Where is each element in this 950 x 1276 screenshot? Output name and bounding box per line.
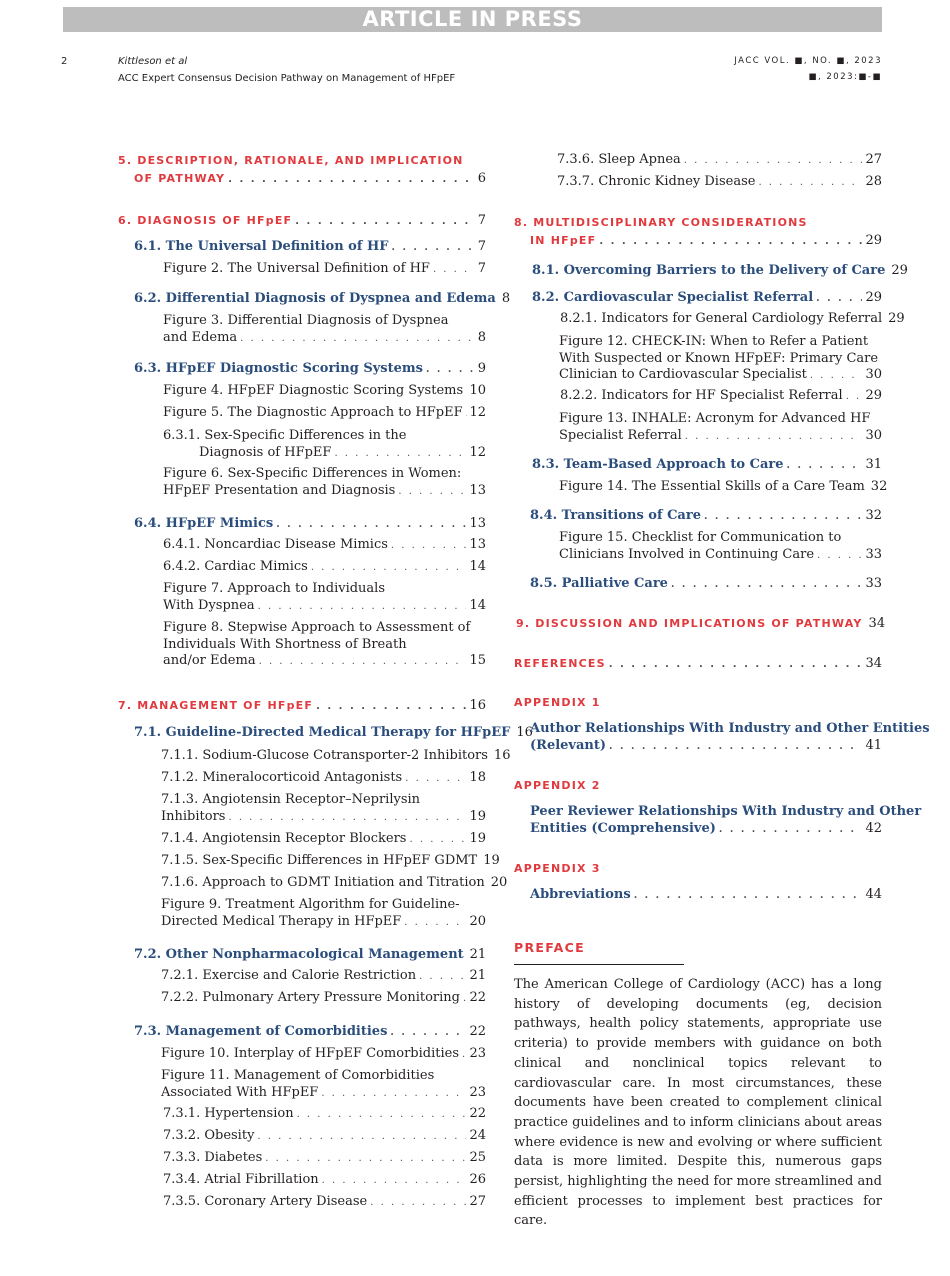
toc-entry-title: 7.3. Management of Comorbidities — [134, 1024, 388, 1039]
toc-section-heading: 8. MULTIDISCIPLINARY CONSIDERATIONS — [514, 216, 808, 229]
toc-entry[interactable] — [134, 946, 486, 964]
toc-entry[interactable] — [163, 405, 486, 423]
toc-entry-title: 7.3.6. Sleep Apnea — [557, 152, 681, 167]
toc-entry-line — [134, 1023, 486, 1041]
dot-leader — [228, 810, 466, 827]
toc-entry[interactable] — [557, 152, 882, 170]
dot-leader — [463, 991, 466, 1008]
page-ref: 23 — [469, 1046, 486, 1061]
toc-entry-title: Clinician to Cardiovascular Specialist — [559, 367, 807, 382]
toc-section-heading: APPENDIX 2 — [514, 779, 601, 792]
issue-citation: ■, 2023:■-■ — [808, 72, 882, 82]
dot-leader — [671, 576, 863, 593]
page-ref: 13 — [469, 516, 486, 531]
toc-entry-title: Figure 12. CHECK-IN: When to Refer a Patient — [559, 334, 869, 349]
toc-entry-line — [559, 428, 882, 446]
toc-entry[interactable] — [163, 559, 486, 577]
page-ref: 33 — [865, 546, 882, 562]
toc-entry[interactable] — [161, 770, 486, 788]
toc-entry-line — [163, 653, 486, 671]
toc-entry-title: Abbreviations — [530, 887, 631, 902]
page-ref: 32 — [870, 479, 888, 494]
toc-entry[interactable] — [532, 456, 882, 474]
toc-entry-line — [514, 655, 882, 674]
dot-leader — [276, 516, 466, 533]
toc-entry-line — [161, 770, 486, 788]
dot-leader — [466, 406, 467, 423]
toc-entry-line — [557, 174, 882, 192]
toc-entry[interactable] — [161, 1046, 486, 1064]
toc-entry[interactable] — [163, 1128, 486, 1146]
page-ref: 9 — [477, 361, 486, 376]
toc-entry-line — [560, 311, 905, 329]
dot-leader — [390, 1024, 466, 1041]
toc-entry-line — [161, 914, 486, 932]
toc-entry-line — [530, 820, 882, 838]
toc-entry-title: Figure 8. Stepwise Approach to Assessment of — [163, 620, 471, 635]
toc-entry-line — [161, 1085, 486, 1103]
dot-leader — [609, 738, 862, 755]
toc-entry-line — [134, 724, 533, 742]
page-ref: 7 — [477, 261, 486, 276]
page-ref: 22 — [469, 990, 486, 1005]
toc-entry-title: 6.3. HFpEF Diagnostic Scoring Systems — [134, 361, 423, 376]
dot-leader — [295, 213, 474, 231]
dot-leader — [409, 832, 466, 849]
page-ref: 22 — [469, 1024, 486, 1039]
toc-entry[interactable] — [163, 261, 486, 279]
toc-entry-title: Diagnosis of HFpEF — [199, 444, 332, 460]
toc-entry-line — [161, 853, 500, 871]
toc-entry-title: 7.2.2. Pulmonary Artery Pressure Monitoring — [161, 990, 460, 1005]
dot-leader — [787, 457, 863, 474]
dot-leader — [257, 1129, 466, 1146]
toc-section-heading: APPENDIX 1 — [514, 696, 601, 709]
toc-entry-title: 7.1.5. Sex-Specific Differences in HFpEF GDMT — [161, 853, 478, 868]
toc-entry[interactable] — [118, 152, 486, 189]
dot-leader — [599, 233, 862, 251]
toc-entry-title: Figure 3. Differential Diagnosis of Dyspnea — [163, 313, 449, 328]
dot-leader — [259, 654, 467, 671]
page-ref: 20 — [469, 913, 486, 929]
toc-entry-line — [532, 262, 908, 280]
toc-entry-line — [118, 212, 486, 231]
toc-entry-title: 6.2. Differential Diagnosis of Dyspnea and Edema — [134, 291, 496, 306]
toc-entry[interactable] — [161, 792, 486, 826]
toc-entry[interactable] — [163, 581, 486, 615]
page-ref: 34 — [868, 616, 886, 631]
toc-entry[interactable] — [163, 1194, 486, 1212]
toc-entry-line — [163, 261, 486, 279]
toc-entry[interactable] — [161, 897, 486, 931]
page-ref: 18 — [469, 770, 486, 785]
toc-entry-title: 8.2. Cardiovascular Specialist Referral — [532, 290, 814, 305]
toc-section-heading: 6. DIAGNOSIS OF HFpEF — [118, 214, 293, 227]
page-ref: 30 — [865, 367, 882, 382]
toc-entry-title: Figure 15. Checklist for Communication to — [559, 530, 842, 545]
toc-entry[interactable] — [118, 697, 486, 716]
toc-entry-title: Figure 4. HFpEF Diagnostic Scoring Systems — [163, 383, 464, 398]
page-ref: 42 — [865, 821, 882, 836]
dot-leader — [297, 1107, 467, 1124]
toc-entry-title: Clinicians Involved in Continuing Care — [559, 546, 815, 562]
toc-entry[interactable] — [161, 968, 486, 986]
dot-leader — [228, 171, 475, 189]
toc-entry-line — [161, 809, 486, 827]
toc-entry-title: 7.1. Guideline-Directed Medical Therapy for HFpEF — [134, 725, 511, 740]
preface-rule — [514, 964, 684, 965]
running-title: ACC Expert Consensus Decision Pathway on Management of HFpEF — [118, 73, 456, 84]
page-ref: 21 — [469, 947, 487, 962]
dot-leader — [311, 560, 467, 577]
page-ref: 16 — [469, 698, 486, 713]
toc-entry-title: Peer Reviewer Relationships With Industry and Other — [530, 804, 922, 819]
toc-entry-line — [134, 946, 486, 964]
toc-entry[interactable] — [514, 694, 882, 712]
toc-entry-title: Figure 11. Management of Comorbidities — [161, 1068, 435, 1083]
toc-entry-line — [530, 886, 882, 904]
toc-entry-title: 7.2. Other Nonpharmacological Management — [134, 947, 464, 962]
toc-entry[interactable] — [163, 466, 486, 500]
toc-entry[interactable] — [532, 262, 908, 280]
toc-entry-line — [163, 483, 486, 501]
toc-entry-line — [161, 990, 486, 1008]
toc-entry-line — [161, 748, 511, 766]
toc-section-heading: REFERENCES — [514, 657, 606, 670]
page-ref: 16 — [493, 748, 511, 763]
toc-entry-line — [163, 1172, 486, 1190]
toc-entry[interactable] — [560, 311, 905, 329]
page-ref: 41 — [865, 738, 882, 753]
toc-entry-line — [163, 598, 486, 616]
toc-entry[interactable] — [161, 1068, 486, 1102]
page-ref: 16 — [516, 725, 533, 740]
page-ref: 29 — [865, 388, 882, 403]
page-ref: 29 — [891, 263, 908, 278]
toc-entry[interactable] — [530, 575, 882, 593]
journal-citation: JACC VOL. ■, NO. ■, 2023 — [734, 56, 882, 66]
dot-leader — [433, 262, 475, 279]
dot-leader — [719, 821, 863, 838]
dot-leader — [704, 508, 862, 525]
toc-entry[interactable] — [134, 360, 486, 378]
toc-entry-title: HFpEF Presentation and Diagnosis — [163, 482, 396, 498]
dot-leader — [816, 290, 862, 307]
toc-entry-line — [163, 1106, 486, 1124]
toc-entry[interactable] — [559, 411, 882, 445]
toc-entry-line — [118, 697, 486, 716]
toc-entry-line — [163, 537, 486, 555]
toc-entry[interactable] — [560, 388, 882, 406]
preface-paragraph: The American College of Cardiology (ACC) has a long history of developing documents (eg, decision pathways, health policy statements, appropriate use criteria) to provide members with guidance on both clinical and nonclinical topics relevant to cardiovascular care. In most circumstances, these documents have been created to complement clinical practice guidelines and to inform clinicians about areas where evidence is new and evolving or where sufficient data is more limited. Despite this, numerous gaps persist, highlighting the need for more streamlined and efficient processes to implement best practices for care. — [514, 977, 882, 1229]
toc-entry-title: 8.2.1. Indicators for General Cardiology Referral — [560, 311, 883, 326]
dot-leader — [398, 484, 466, 501]
toc-entry-line — [163, 1150, 486, 1168]
toc-entry-title: 8.1. Overcoming Barriers to the Delivery of Care — [532, 263, 886, 278]
toc-entry-title: Figure 7. Approach to Individuals — [163, 581, 386, 596]
toc-entry[interactable] — [163, 537, 486, 555]
toc-entry[interactable] — [559, 530, 882, 564]
dot-leader — [322, 1173, 467, 1190]
running-author: Kittleson et al — [118, 56, 188, 67]
toc-entry-line — [134, 290, 511, 308]
page-ref: 15 — [469, 653, 486, 668]
toc-entry[interactable] — [530, 507, 882, 525]
page-ref: 32 — [865, 508, 882, 523]
toc-entry-title: Figure 14. The Essential Skills of a Care Team — [559, 479, 865, 494]
page-ref: 20 — [490, 875, 508, 890]
toc-entry-title: Author Relationships With Industry and Other Entities — [530, 721, 930, 736]
page-ref: 26 — [469, 1172, 486, 1187]
dot-leader — [240, 331, 475, 348]
toc-entry-title: 8.3. Team-Based Approach to Care — [532, 457, 784, 472]
toc-entry-title: (Relevant) — [530, 738, 607, 753]
toc-entry-line — [560, 388, 882, 406]
toc-entry-title: 7.3.2. Obesity — [163, 1128, 255, 1143]
toc-entry[interactable] — [514, 655, 882, 674]
toc-entry-line — [516, 615, 886, 634]
toc-entry-line — [530, 575, 882, 593]
toc-entry[interactable] — [161, 831, 486, 849]
toc-entry-title: 6.1. The Universal Definition of HF — [134, 239, 389, 254]
toc-entry-title: 8.5. Palliative Care — [530, 576, 668, 591]
toc-entry[interactable] — [161, 853, 500, 871]
toc-entry-title: 6.4.2. Cardiac Mimics — [163, 559, 308, 574]
dot-leader — [758, 175, 862, 192]
toc-entry[interactable] — [516, 615, 886, 634]
toc-entry-title: and/or Edema — [163, 653, 256, 668]
toc-entry-line — [163, 445, 486, 463]
page-ref: 44 — [865, 887, 882, 902]
page-ref: 8 — [477, 329, 486, 345]
preface-heading: PREFACE — [514, 940, 585, 955]
toc-entry-line — [163, 1128, 486, 1146]
toc-entry[interactable] — [514, 777, 882, 795]
page-ref: 14 — [469, 559, 486, 574]
toc-entry-line — [559, 479, 888, 497]
dot-leader — [419, 969, 466, 986]
toc-entry-title: 7.3.1. Hypertension — [163, 1106, 294, 1121]
toc-entry[interactable] — [161, 748, 511, 766]
toc-entry[interactable] — [514, 214, 882, 251]
toc-entry[interactable] — [559, 479, 888, 497]
page-ref: 23 — [469, 1084, 486, 1100]
page-ref: 30 — [865, 427, 882, 443]
toc-entry[interactable] — [559, 334, 882, 385]
toc-section-heading: 7. MANAGEMENT OF HFpEF — [118, 699, 314, 712]
toc-entry-title: Inhibitors — [161, 808, 226, 824]
toc-entry-line — [161, 831, 486, 849]
dot-leader — [462, 1047, 466, 1064]
dot-leader — [846, 389, 863, 406]
toc-entry-line — [559, 547, 882, 565]
toc-entry[interactable] — [118, 212, 486, 231]
toc-entry-title: Figure 5. The Diagnostic Approach to HFpEF — [163, 405, 463, 420]
toc-entry[interactable] — [134, 290, 511, 308]
toc-entry-title: 6.4.1. Noncardiac Disease Mimics — [163, 537, 388, 552]
toc-entry-title: and Edema — [163, 329, 238, 345]
toc-entry-title: 7.1.3. Angiotensin Receptor–Neprilysin — [161, 792, 421, 807]
page-ref: 12 — [469, 444, 486, 460]
toc-entry-line — [134, 515, 486, 533]
page-ref: 19 — [469, 831, 486, 846]
toc-entry[interactable] — [163, 1150, 486, 1168]
toc-section-heading: 9. DISCUSSION AND IMPLICATIONS OF PATHWAY — [516, 617, 863, 630]
toc-section-heading: IN HFpEF — [530, 234, 597, 247]
toc-entry-line — [532, 456, 882, 474]
toc-entry-title: Figure 13. INHALE: Acronym for Advanced HF — [559, 411, 871, 426]
page-ref: 25 — [469, 1150, 486, 1165]
toc-entry-title: Figure 10. Interplay of HFpEF Comorbidities — [161, 1046, 460, 1061]
toc-section-heading: 5. DESCRIPTION, RATIONALE, AND IMPLICATION — [118, 154, 464, 167]
page-ref: 14 — [469, 597, 486, 613]
dot-leader — [609, 656, 863, 674]
toc-entry-title: Figure 2. The Universal Definition of HF — [163, 261, 430, 276]
dot-leader — [258, 599, 467, 616]
page-ref: 10 — [469, 383, 486, 398]
toc-entry-line — [532, 289, 882, 307]
toc-entry-line — [163, 330, 486, 348]
toc-entry[interactable] — [163, 620, 486, 671]
toc-section-heading: APPENDIX 3 — [514, 862, 601, 875]
page-ref: 29 — [865, 233, 882, 248]
page-ref: 19 — [483, 853, 500, 868]
page-ref: 6 — [477, 171, 486, 186]
toc-entry[interactable] — [163, 428, 486, 462]
toc-entry-title: 7.1.1. Sodium-Glucose Cotransporter-2 Inhibitors — [161, 748, 488, 763]
dot-leader — [810, 368, 863, 385]
toc-entry-title: With Suspected or Known HFpEF: Primary Care — [559, 350, 879, 366]
dot-leader — [391, 239, 474, 256]
page-ref: 22 — [469, 1106, 486, 1121]
page-ref: 8 — [501, 291, 511, 306]
toc-entry-title: 7.1.6. Approach to GDMT Initiation and Titration — [161, 875, 485, 890]
page-ref: 7 — [477, 239, 486, 254]
article-in-press-banner: ARTICLE IN PRESS — [63, 7, 882, 32]
page-ref: 13 — [469, 537, 486, 552]
dot-leader — [404, 915, 466, 932]
toc-entry-title: Directed Medical Therapy in HFpEF — [161, 913, 402, 929]
toc-entry-line — [530, 737, 882, 755]
page-ref: 28 — [865, 174, 882, 189]
page-number: 2 — [61, 56, 68, 67]
toc-entry-title: With Dyspnea — [163, 597, 255, 613]
toc-entry[interactable] — [161, 990, 486, 1008]
toc-entry-title: 7.1.2. Mineralocorticoid Antagonists — [161, 770, 403, 785]
toc-entry[interactable] — [163, 313, 486, 347]
toc-entry[interactable] — [163, 1106, 486, 1124]
toc-entry-line — [161, 968, 486, 986]
dot-leader — [684, 153, 863, 170]
toc-entry-title: 8.2.2. Indicators for HF Specialist Referral — [560, 388, 843, 403]
toc-entry[interactable] — [514, 860, 882, 878]
toc-entry-line — [514, 232, 882, 251]
page-ref: 29 — [888, 311, 905, 326]
toc-entry-line — [134, 238, 486, 256]
dot-leader — [370, 1195, 466, 1212]
page-ref: 24 — [469, 1128, 486, 1143]
toc-entry-title: 7.3.3. Diabetes — [163, 1150, 263, 1165]
dot-leader — [316, 698, 466, 716]
toc-entry-line — [163, 559, 486, 577]
toc-entry-title: 6.3.1. Sex-Specific Differences in the — [163, 428, 407, 443]
toc-entry-title: Associated With HFpEF — [161, 1084, 319, 1100]
dot-leader — [685, 429, 863, 446]
dot-leader — [405, 771, 466, 788]
preface-section — [514, 940, 882, 1231]
toc-entry-title: 8.4. Transitions of Care — [530, 508, 701, 523]
toc-entry-line — [134, 360, 486, 378]
toc-entry-line — [118, 170, 486, 189]
page-ref: 29 — [865, 290, 882, 305]
toc-entry-line — [161, 1046, 486, 1064]
toc-entry[interactable] — [530, 886, 882, 904]
page-ref: 33 — [865, 576, 882, 591]
page-ref: 34 — [865, 656, 882, 671]
toc-entry[interactable] — [163, 1172, 486, 1190]
toc-entry-title: Specialist Referral — [559, 427, 682, 443]
toc-entry-line — [161, 875, 508, 893]
dot-leader — [334, 446, 466, 463]
dot-leader — [391, 538, 467, 555]
toc-entry[interactable] — [532, 289, 882, 307]
toc-entry[interactable] — [134, 1023, 486, 1041]
dot-leader — [321, 1086, 466, 1103]
toc-entry-title: Individuals With Shortness of Breath — [163, 636, 407, 652]
dot-leader — [634, 887, 863, 904]
page-ref: 31 — [865, 457, 882, 472]
toc-entry[interactable] — [161, 875, 508, 893]
toc-entry-title: Figure 9. Treatment Algorithm for Guideline- — [161, 897, 460, 912]
dot-leader — [426, 361, 475, 378]
toc-entry[interactable] — [163, 383, 486, 401]
page-ref: 13 — [469, 482, 486, 498]
toc-entry-title: 7.3.7. Chronic Kidney Disease — [557, 174, 756, 189]
toc-entry[interactable] — [557, 174, 882, 192]
toc-entry[interactable] — [134, 238, 486, 256]
toc-entry[interactable] — [530, 803, 922, 838]
toc-entry-title: Entities (Comprehensive) — [530, 821, 716, 836]
toc-entry-line — [530, 507, 882, 525]
dot-leader — [817, 548, 862, 565]
toc-entry-line — [163, 383, 486, 401]
page-ref: 27 — [469, 1194, 486, 1209]
dot-leader — [265, 1151, 466, 1168]
page-ref: 19 — [469, 808, 486, 824]
toc-entry-title: 7.1.4. Angiotensin Receptor Blockers — [161, 831, 407, 846]
toc-section-heading: OF PATHWAY — [134, 172, 226, 185]
toc-entry[interactable] — [530, 720, 930, 755]
toc-entry-line — [557, 152, 882, 170]
page-ref: 21 — [469, 968, 486, 983]
page-ref: 7 — [477, 213, 486, 228]
toc-entry-line — [163, 405, 486, 423]
toc-entry-title: 6.4. HFpEF Mimics — [134, 516, 274, 531]
page-ref: 27 — [865, 152, 882, 167]
toc-entry[interactable] — [134, 724, 533, 742]
toc-entry-title: 7.3.5. Coronary Artery Disease — [163, 1194, 368, 1209]
toc-entry-line — [163, 1194, 486, 1212]
toc-entry-title: Figure 6. Sex-Specific Differences in Women: — [163, 466, 462, 481]
toc-entry-title: 7.3.4. Atrial Fibrillation — [163, 1172, 319, 1187]
toc-entry-line — [559, 367, 882, 385]
toc-entry-title: 7.2.1. Exercise and Calorie Restriction — [161, 968, 417, 983]
page-ref: 12 — [469, 405, 486, 420]
toc-entry[interactable] — [134, 515, 486, 533]
